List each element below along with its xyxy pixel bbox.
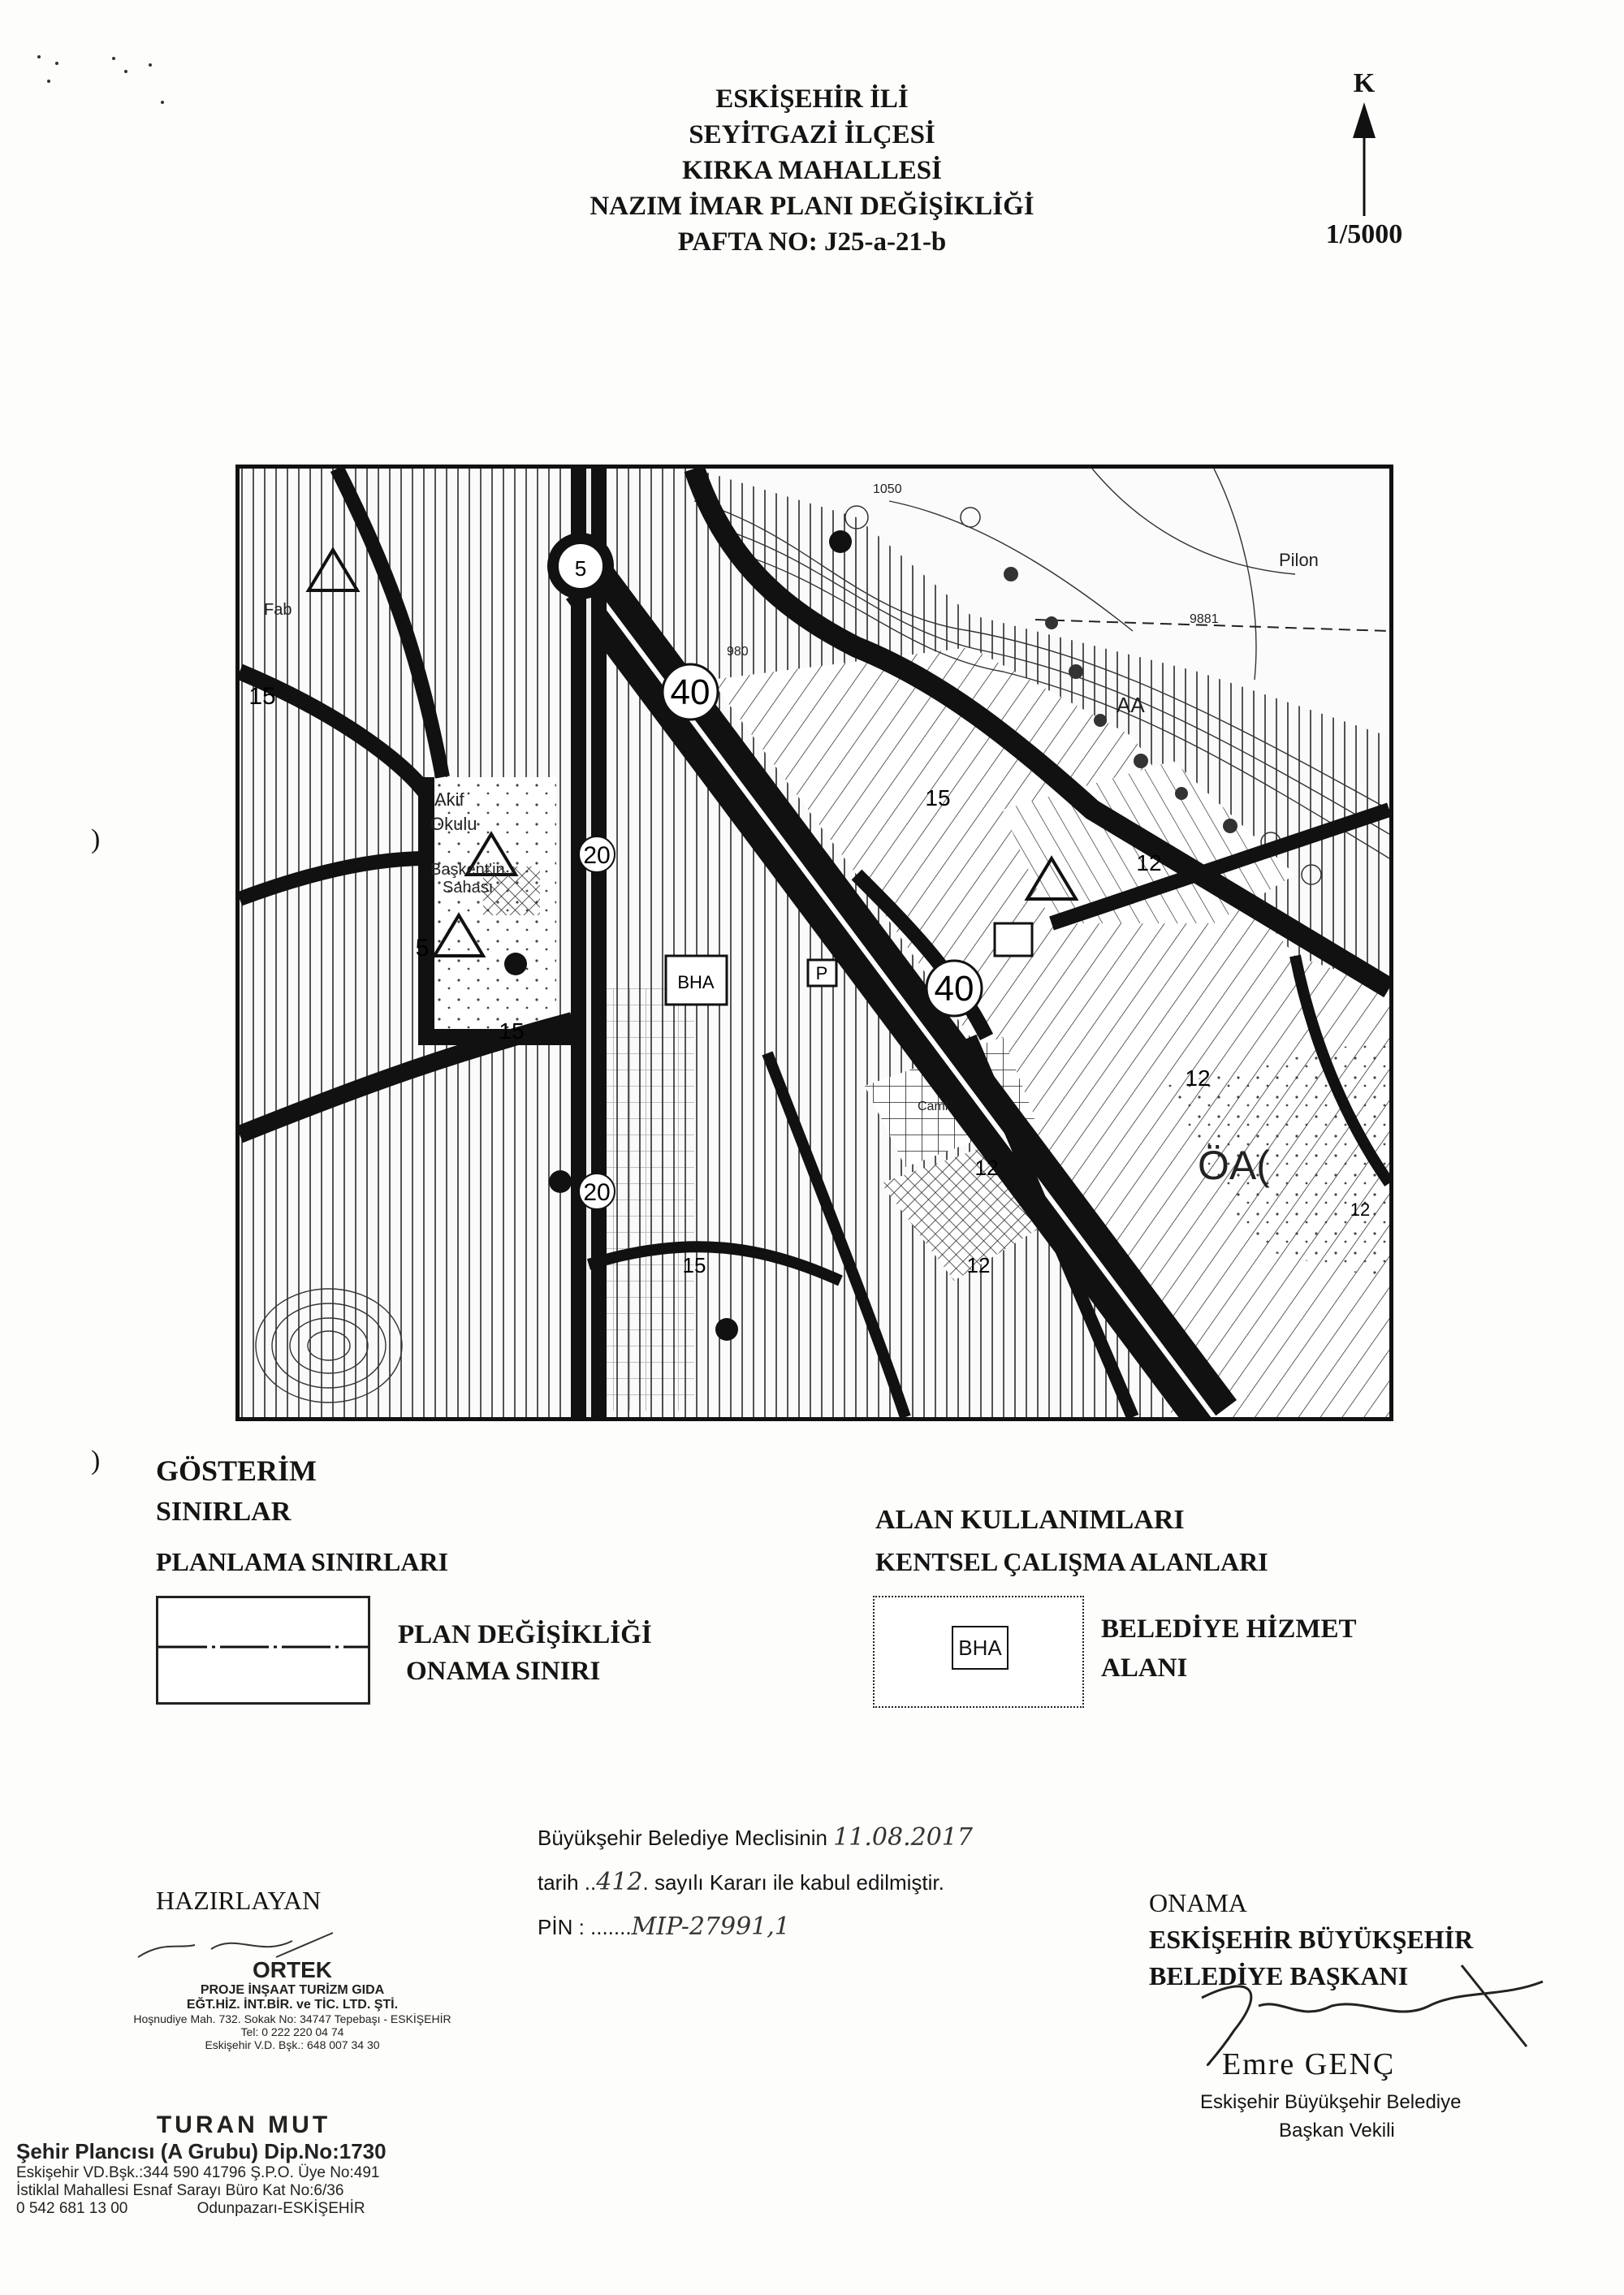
- title-province: ESKİŞEHİR İLİ: [715, 84, 909, 114]
- council-decision-line1: [538, 1823, 973, 1852]
- council-decision-line2: [538, 1868, 944, 1896]
- planner-city: Odunpazarı-ESKİŞEHİR: [197, 2200, 365, 2217]
- punch-mark-1: ): [91, 824, 101, 854]
- map-parking-label: P: [815, 963, 828, 983]
- title-block: [455, 81, 1169, 260]
- company-line3: EĞT.HİZ. İNT.BİR. ve TİC. LTD. ŞTİ.: [186, 1998, 399, 2012]
- legend-bha-swatch: [873, 1596, 1084, 1708]
- legend-heading: GÖSTERİM: [156, 1454, 317, 1487]
- company-phone: Tel: 0 222 220 04 74: [240, 2025, 344, 2038]
- title-district: SEYİTGAZİ İLÇESİ: [689, 120, 935, 149]
- planner-phone: 0 542 681 13 00: [16, 2200, 128, 2217]
- label-cami: Cami: [918, 1100, 948, 1113]
- planner-address: İstiklal Mahallesi Esnaf Sarayı Büro Kat No:6/36: [16, 2182, 344, 2199]
- north-arrow-icon: [1348, 102, 1380, 216]
- approval-line3: BELEDİYE BAŞKANI: [1149, 1961, 1409, 1990]
- road-label-5-a: 5: [574, 556, 587, 581]
- road-label-12-c: 12: [974, 1156, 999, 1180]
- council-decision-date: 11.08.2017: [833, 1823, 973, 1852]
- map-facility-box: [995, 923, 1032, 956]
- label-fab: Fab: [264, 601, 292, 619]
- legend-planning-boundaries: PLANLAMA SINIRLARI: [156, 1547, 449, 1576]
- planner-tax: Eskişehir VD.Bşk.:344 590 41796 Ş.P.O. Üye No:491: [16, 2164, 380, 2181]
- legend-bha-label: BHA: [952, 1626, 1009, 1670]
- planner-name: TURAN MUT: [156, 2111, 331, 2138]
- legend-boundaries-heading: SINIRLAR: [156, 1497, 292, 1527]
- approval-heading: ONAMA: [1149, 1888, 1247, 1917]
- label-pilon: Pilon: [1279, 550, 1319, 570]
- legend-plan-change-line1: PLAN DEĞİŞİKLİĞİ: [398, 1620, 652, 1649]
- label-sahasi: Sahası: [443, 879, 494, 897]
- north-label: K: [1353, 68, 1376, 98]
- road-label-12-a: 12: [1136, 850, 1162, 875]
- legend-land-use-heading: ALAN KULLANIMLARI: [875, 1505, 1185, 1535]
- council-decision-number: 412: [596, 1868, 643, 1896]
- road-label-15-a: 15: [248, 683, 276, 710]
- company-name: ORTEK: [253, 1957, 332, 1982]
- mayor-role-line1: Eskişehir Büyükşehir Belediye: [1200, 2091, 1462, 2113]
- road-label-12-e: 12: [1350, 1199, 1371, 1220]
- map-bha-label: BHA: [677, 972, 715, 992]
- title-neighborhood: KIRKA MAHALLESİ: [682, 156, 942, 185]
- road-label-20-north: 20: [583, 842, 611, 869]
- north-arrow-block: [1299, 68, 1429, 250]
- label-contour-980: 980: [727, 645, 749, 659]
- council-decision-tarih: tarih ..: [538, 1870, 597, 1895]
- planner-contact: [16, 2200, 471, 2218]
- council-decision-suffix: . sayılı Kararı ile kabul edilmiştir.: [642, 1870, 944, 1895]
- label-contour-9881: 9881: [1190, 612, 1219, 626]
- road-label-15-b: 15: [925, 785, 951, 810]
- title-plan-type: NAZIM İMAR PLANI DEĞİŞİKLİĞİ: [590, 192, 1034, 221]
- pin-value: MIP-27991,1: [631, 1912, 790, 1941]
- label-contour-1050: 1050: [873, 482, 902, 496]
- company-stamp: [130, 1957, 455, 2051]
- road-label-40-north: 40: [670, 672, 710, 712]
- legend-urban-work-areas: KENTSEL ÇALIŞMA ALANLARI: [875, 1547, 1268, 1576]
- legend-bha-line2: ALANI: [1101, 1653, 1188, 1683]
- legend-bha-line1: BELEDİYE HİZMET: [1101, 1614, 1357, 1644]
- label-akif: Akif: [434, 789, 464, 810]
- mayor-name: Emre GENÇ: [1222, 2047, 1396, 2081]
- road-label-40-south: 40: [934, 969, 974, 1009]
- planner-title: Şehir Plancısı (A Grubu) Dip.No:1730: [16, 2139, 387, 2163]
- prepared-by-heading: HAZIRLAYAN: [156, 1886, 322, 1915]
- company-line2: PROJE İNŞAAT TURİZM GIDA: [200, 1983, 385, 1997]
- council-decision-pin: [538, 1912, 790, 1941]
- road-label-12-d: 12: [966, 1253, 991, 1277]
- pin-label: PİN : .......: [538, 1915, 632, 1939]
- scan-specks: [32, 49, 195, 130]
- company-address: Hoşnudiye Mah. 732. Sokak No: 34747 Tepebaşı - ESKİŞEHİR: [133, 2012, 451, 2025]
- label-okulu: Okulu: [430, 814, 477, 834]
- road-label-15-c: 15: [499, 1018, 525, 1044]
- legend-boundary-swatch: [156, 1596, 370, 1705]
- punch-mark-2: ): [91, 1446, 101, 1476]
- legend-plan-change-line2: ONAMA SINIRI: [406, 1657, 601, 1686]
- road-label-5-b: 5: [415, 935, 430, 962]
- road-label-15-d: 15: [682, 1253, 706, 1277]
- road-label-20-south: 20: [583, 1179, 611, 1206]
- plan-map-drawing: [240, 469, 1389, 1417]
- label-baskent: Başkent'in: [430, 861, 505, 879]
- mayor-role-line2: Başkan Vekili: [1279, 2120, 1395, 2142]
- plan-map: [235, 465, 1393, 1421]
- planner-stamp: [16, 2111, 471, 2218]
- road-label-12-b: 12: [1185, 1065, 1211, 1091]
- company-tax: Eskişehir V.D. Bşk.: 648 007 34 30: [205, 2038, 380, 2051]
- scale-label: 1/5000: [1325, 219, 1403, 249]
- council-decision-text: Büyükşehir Belediye Meclisinin: [538, 1826, 827, 1850]
- approval-line2: ESKİŞEHİR BÜYÜKŞEHİR: [1149, 1925, 1474, 1954]
- label-oa: ÖA(: [1198, 1143, 1270, 1188]
- label-aa: AA: [1116, 693, 1145, 717]
- title-sheet-number: PAFTA NO: J25-a-21-b: [677, 227, 947, 257]
- legend-dashed-line-icon: [158, 1598, 368, 1702]
